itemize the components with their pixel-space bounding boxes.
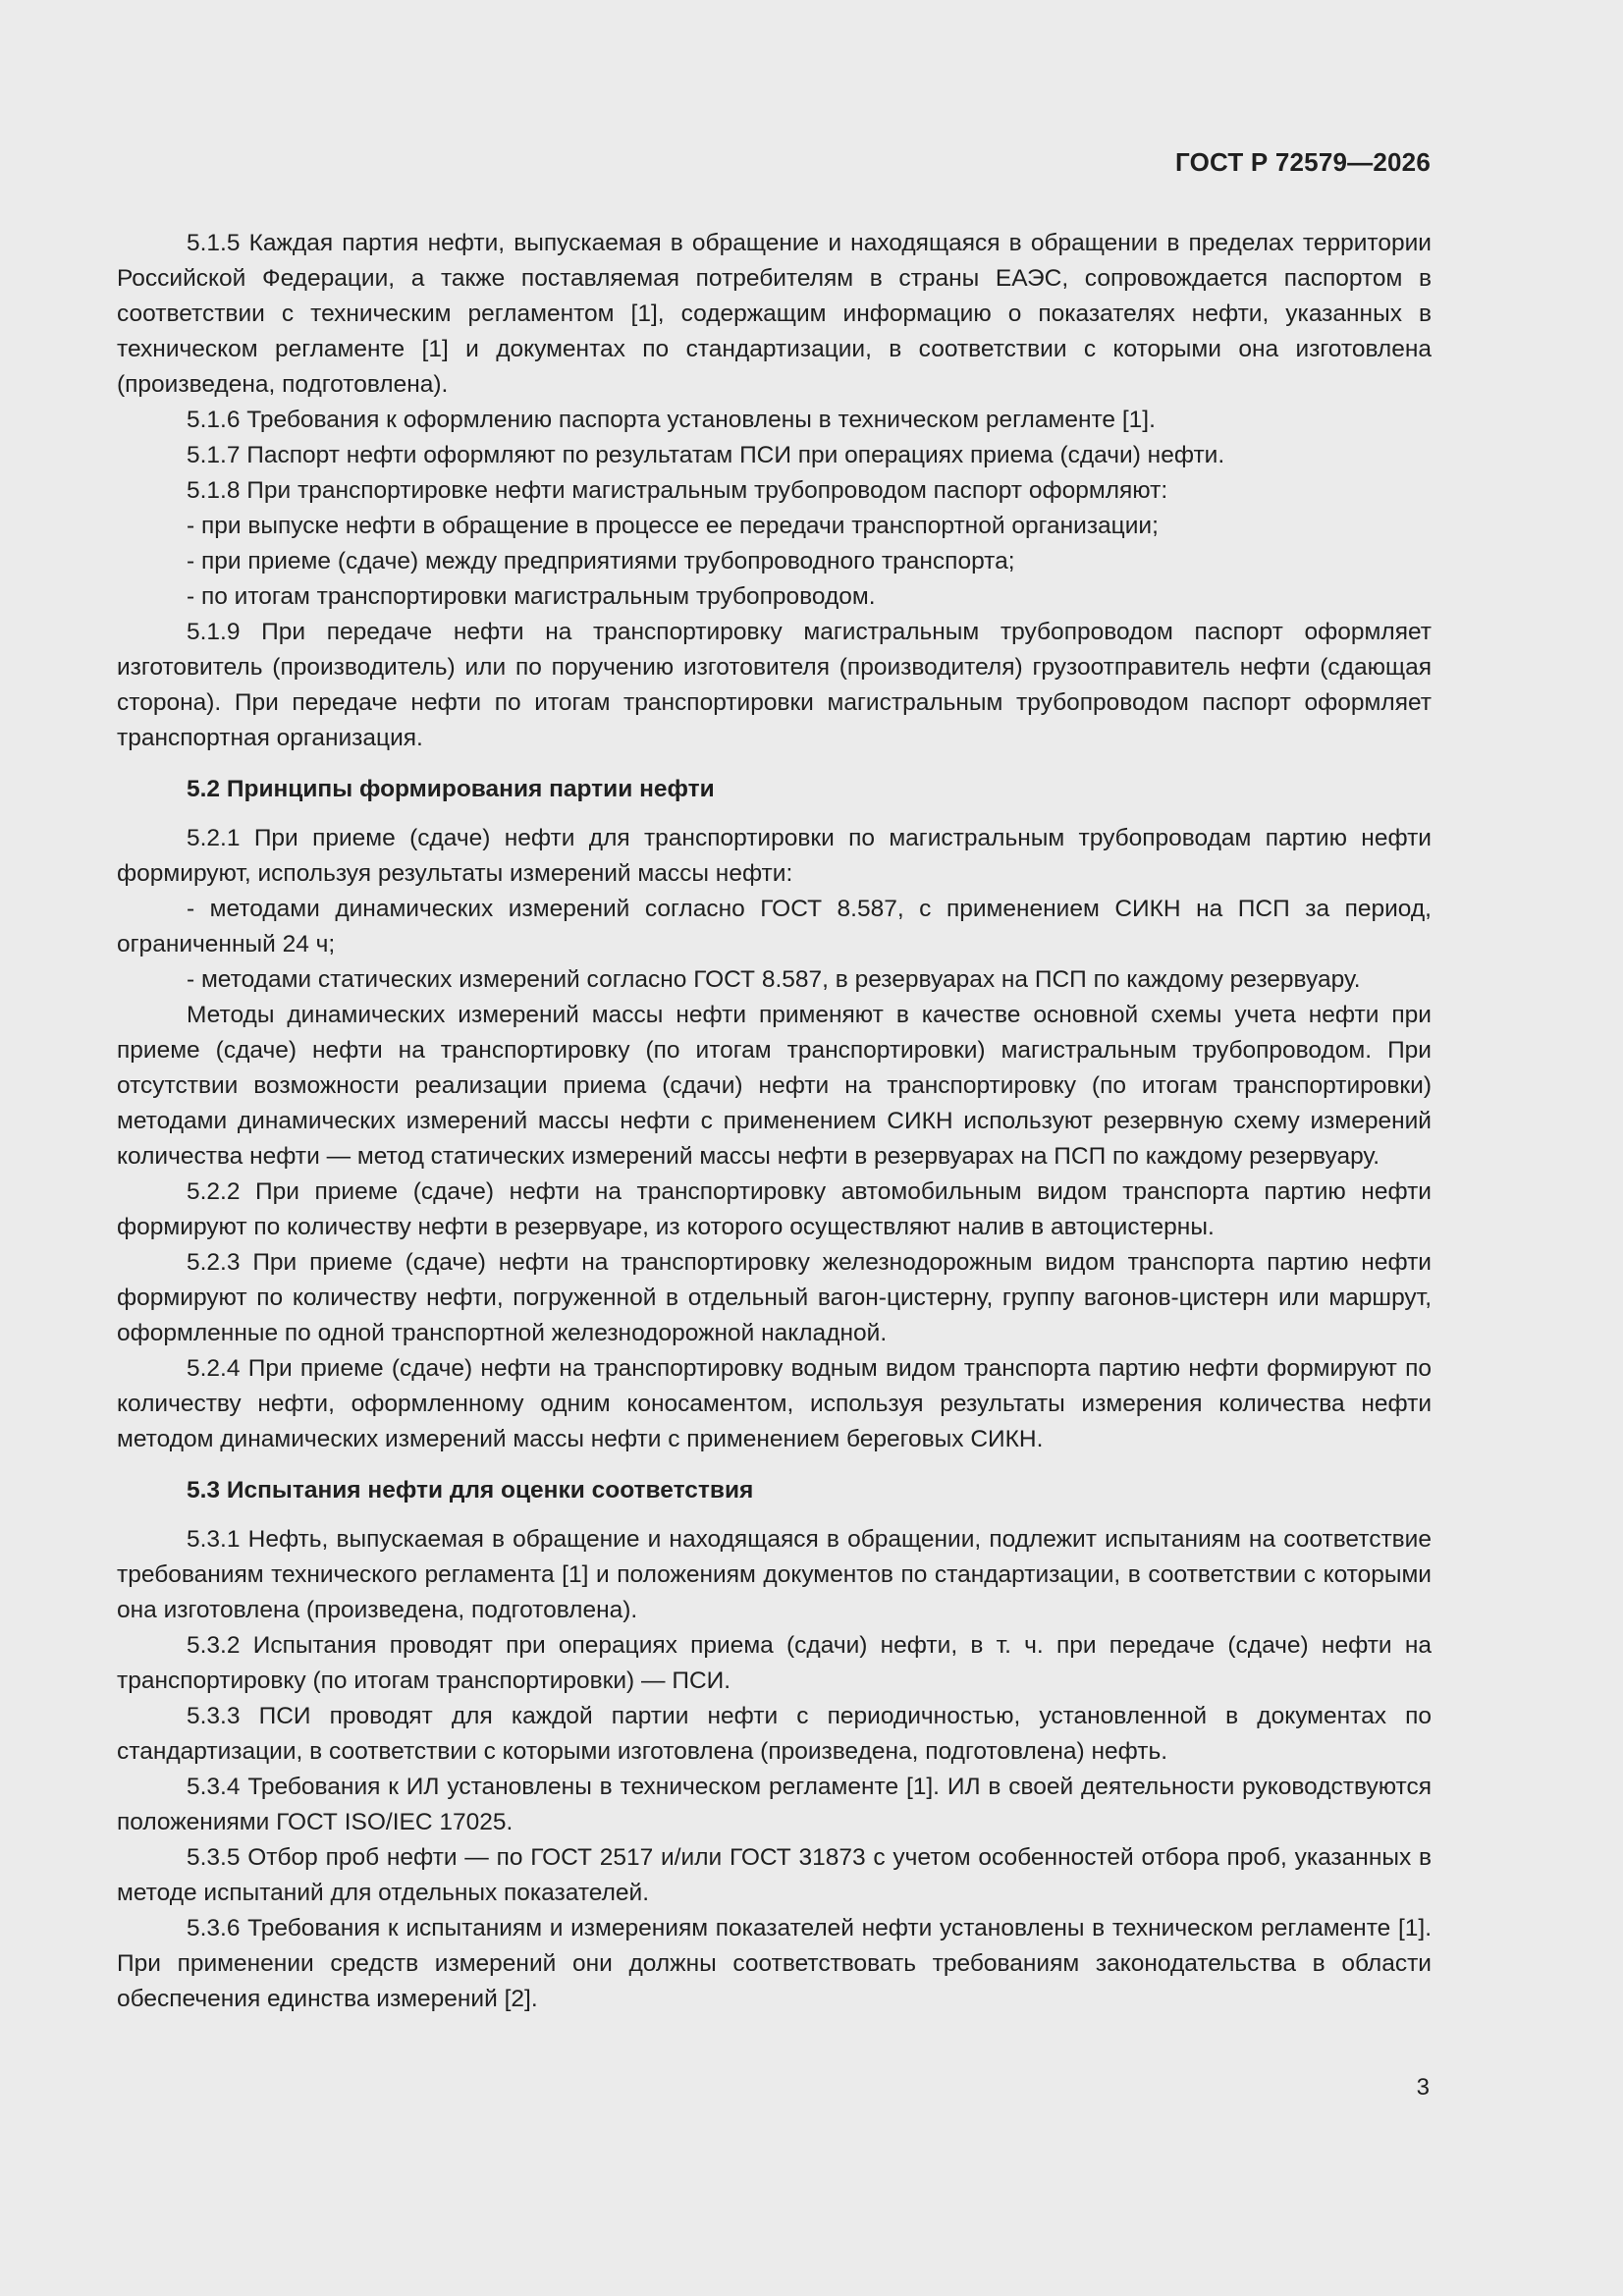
document-body: [117, 226, 1432, 2017]
section-heading: 5.3 Испытания нефти для оценки соответствия: [187, 1477, 754, 1503]
section-heading: 5.2 Принципы формирования партии нефти: [187, 776, 715, 802]
paragraph: 5.3.4 Требования к ИЛ установлены в техническом регламенте [1]. ИЛ в своей деятельности руководствуются положениями ГОСТ ISO/IEC 17025.: [117, 1774, 1432, 1835]
paragraph: 5.3.2 Испытания проводят при операциях приема (сдачи) нефти, в т. ч. при передаче (сдаче) нефти на транспортировку (по итогам транспортировки) — ПСИ.: [117, 1632, 1432, 1694]
page-number: 3: [1416, 2074, 1430, 2101]
paragraph: 5.2.3 При приеме (сдаче) нефти на транспортировку железнодорожным видом транспорта партию нефти формируют по количеству нефти, погруженной в отдельный вагон-цистерну, группу вагонов-цистерн или маршрут, оформленные по одной транспортной железнодорожной накладной.: [117, 1249, 1432, 1346]
paragraph: 5.1.6 Требования к оформлению паспорта установлены в техническом регламенте [1].: [187, 407, 1156, 433]
paragraph: 5.2.1 При приеме (сдаче) нефти для транспортировки по магистральным трубопроводам партию нефти формируют, используя результаты измерений массы нефти:: [117, 825, 1432, 887]
paragraph: 5.3.5 Отбор проб нефти — по ГОСТ 2517 и/или ГОСТ 31873 с учетом особенностей отбора проб, указанных в методе испытаний для отдельных показателей.: [117, 1844, 1432, 1906]
list-item: - при приеме (сдаче) между предприятиями трубопроводного транспорта;: [187, 548, 1015, 574]
list-item: - по итогам транспортировки магистральным трубопроводом.: [187, 583, 876, 610]
list-item: - методами статических измерений согласно ГОСТ 8.587, в резервуарах на ПСП по каждому резервуару.: [187, 966, 1361, 993]
paragraph: 5.2.2 При приеме (сдаче) нефти на транспортировку автомобильным видом транспорта партию нефти формируют по количеству нефти в резервуаре, из которого осуществляют налив в автоцистерны.: [117, 1178, 1432, 1240]
paragraph: Методы динамических измерений массы нефти применяют в качестве основной схемы учета нефти при приеме (сдаче) нефти на транспортировку (по итогам транспортировки) магистральным трубопроводом. При отсутствии возможности реализации приема (сдачи) нефти на транспортировку (по итогам транспортировки) методами динамических измерений массы нефти с применением СИКН используют резервную схему измерений количества нефти — метод статических измерений массы нефти в резервуарах на ПСП по каждому резервуару.: [117, 1002, 1432, 1170]
paragraph: 5.2.4 При приеме (сдаче) нефти на транспортировку водным видом транспорта партию нефти формируют по количеству нефти, оформленному одним коносаментом, используя результаты измерения количества нефти методом динамических измерений массы нефти с применением береговых СИКН.: [117, 1355, 1432, 1452]
list-item: - при выпуске нефти в обращение в процессе ее передачи транспортной организации;: [187, 513, 1159, 539]
paragraph: 5.3.3 ПСИ проводят для каждой партии нефти с периодичностью, установленной в документах по стандартизации, в соответствии с которыми изготовлена (произведена, подготовлена) нефть.: [117, 1703, 1432, 1765]
document-code-header: ГОСТ Р 72579—2026: [1175, 147, 1431, 177]
paragraph: 5.1.8 При транспортировке нефти магистральным трубопроводом паспорт оформляют:: [187, 477, 1168, 504]
paragraph: 5.3.6 Требования к испытаниям и измерениям показателей нефти установлены в техническом регламенте [1]. При применении средств измерений они должны соответствовать требованиям законодательства в области обеспечения единства измерений [2].: [117, 1915, 1432, 2012]
paragraph: 5.3.1 Нефть, выпускаемая в обращение и находящаяся в обращении, подлежит испытаниям на соответствие требованиям технического регламента [1] и положениям документов по стандартизации, в соответствии с которыми она изготовлена (произведена, подготовлена).: [117, 1526, 1432, 1623]
list-item: - методами динамических измерений согласно ГОСТ 8.587, с применением СИКН на ПСП за период, ограниченный 24 ч;: [117, 896, 1432, 957]
paragraph: 5.1.9 При передаче нефти на транспортировку магистральным трубопроводом паспорт оформляет изготовитель (производитель) или по поручению изготовителя (производителя) грузоотправитель нефти (сдающая сторона). При передаче нефти по итогам транспортировки магистральным трубопроводом паспорт оформляет транспортная организация.: [117, 619, 1432, 751]
paragraph: 5.1.5 Каждая партия нефти, выпускаемая в обращение и находящаяся в обращении в пределах территории Российской Федерации, а также поставляемая потребителям в страны ЕАЭС, сопровождается паспортом в соответствии с техническим регламентом [1], содержащим информацию о показателях нефти, указанных в техническом регламенте [1] и документах по стандартизации, в соответствии с которыми она изготовлена (произведена, подготовлена).: [117, 230, 1432, 398]
paragraph: 5.1.7 Паспорт нефти оформляют по результатам ПСИ при операциях приема (сдачи) нефти.: [187, 442, 1225, 468]
